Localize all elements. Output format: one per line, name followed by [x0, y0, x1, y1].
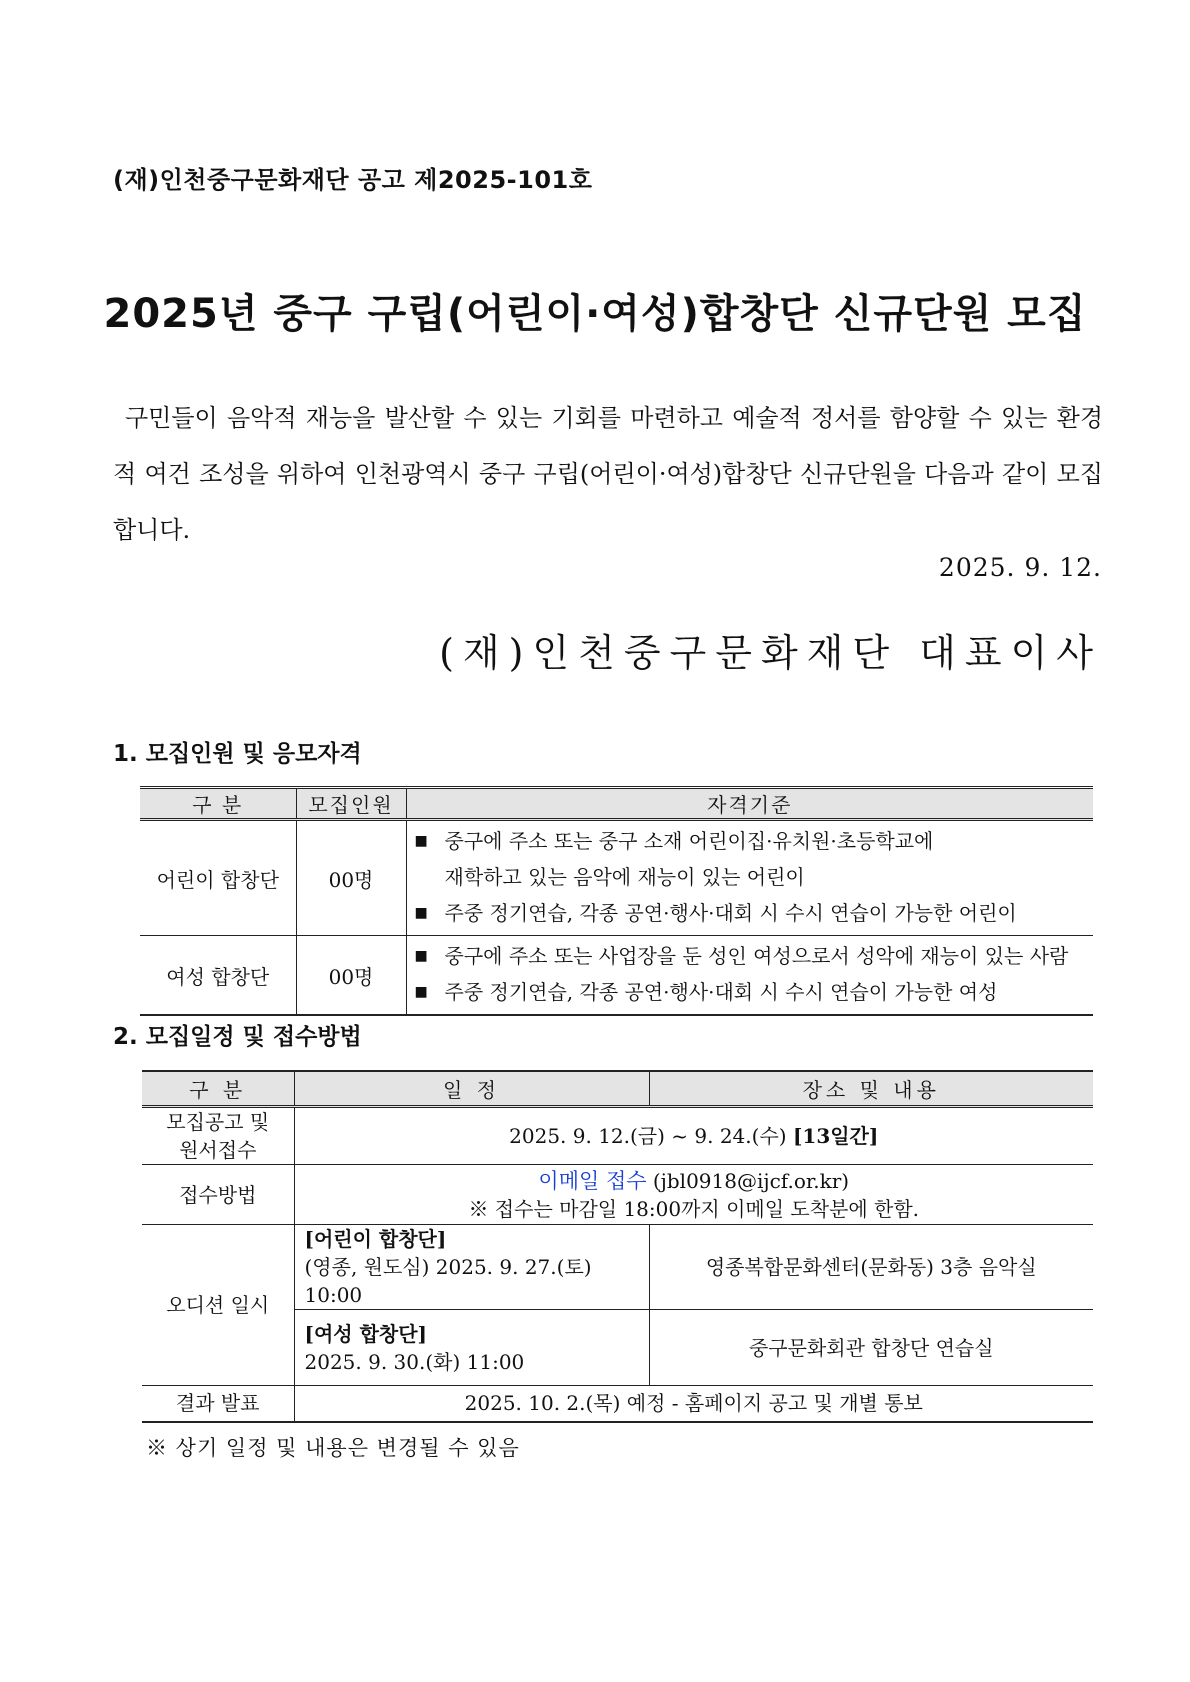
- audition-child-time: (영종, 원도심) 2025. 9. 27.(토) 10:00: [304, 1255, 592, 1307]
- intro-paragraph: 구민들이 음악적 재능을 발산할 수 있는 기회를 마련하고 예술적 정서를 함양할 수 있는 환경적 여건 조성을 위하여 인천광역시 중구 구립(어린이·여성)합창단 신규단원을 다음과 같이 모집합니다.: [113, 404, 1103, 544]
- bullet-icon: ■: [414, 948, 428, 964]
- audition-label: 오디션 일시: [142, 1225, 294, 1386]
- table-row: [142, 1165, 1093, 1225]
- row-category: 어린이 합창단: [140, 820, 296, 936]
- section-1-title: 1. 모집인원 및 응모자격: [113, 741, 362, 767]
- criteria-item: ■ 중구에 주소 또는 사업장을 둔 성인 여성으로서 성악에 재능이 있는 사람: [415, 938, 1094, 974]
- row-category: 여성 합창단: [140, 936, 296, 1016]
- footer-note: ※ 상기 일정 및 내용은 변경될 수 있음: [146, 1436, 520, 1460]
- header-schedule: 일 정: [294, 1071, 649, 1107]
- header-criteria: 자격기준: [406, 788, 1093, 820]
- table-row: [142, 1386, 1093, 1422]
- header-count: 모집인원: [296, 788, 406, 820]
- notice-number: (재)인천중구문화재단 공고 제2025-101호: [113, 166, 593, 194]
- table-row: [142, 1225, 1093, 1310]
- criteria-item: ■ 중구에 주소 또는 중구 소재 어린이집·유치원·초등학교에: [415, 823, 1094, 859]
- audition-women-place: 중구문화회관 합창단 연습실: [649, 1310, 1093, 1386]
- section-2-title: 2. 모집일정 및 접수방법: [113, 1024, 362, 1050]
- audition-women-cell: [294, 1310, 649, 1386]
- schedule-table: [142, 1070, 1093, 1423]
- method-note: ※ 접수는 마감일 18:00까지 이메일 도착분에 한함.: [468, 1196, 920, 1221]
- table-header-row: [140, 788, 1093, 820]
- audition-child-place: 영종복합문화센터(문화동) 3층 음악실: [649, 1225, 1093, 1310]
- document-title: 2025년 중구 구립(어린이·여성)합창단 신규단원 모집: [103, 291, 1087, 337]
- bullet-icon: ■: [414, 984, 428, 1000]
- method-cell: [294, 1165, 1093, 1225]
- table-row: [140, 820, 1093, 936]
- table-row: [140, 936, 1093, 1016]
- recruit-period-cell: [294, 1107, 1093, 1165]
- row-criteria: [406, 820, 1093, 936]
- criteria-item: ■ 주중 정기연습, 각종 공연·행사·대회 시 수시 연습이 가능한 어린이: [415, 895, 1094, 931]
- criteria-item-continued: 재학하고 있는 음악에 재능이 있는 어린이: [444, 865, 805, 889]
- result-text: 2025. 10. 2.(목) 예정 - 홈페이지 공고 및 개별 통보: [294, 1386, 1093, 1422]
- audition-child-cell: [294, 1225, 649, 1310]
- qualification-table: [140, 786, 1093, 1016]
- header-place: 장소 및 내용: [649, 1071, 1093, 1107]
- bullet-icon: ■: [414, 905, 428, 921]
- method-label: 접수방법: [142, 1165, 294, 1225]
- bullet-icon: ■: [414, 833, 428, 849]
- audition-women-time: 2025. 9. 30.(화) 11:00: [304, 1349, 525, 1374]
- notice-date: 2025. 9. 12.: [938, 553, 1102, 582]
- row-count: 00명: [296, 936, 406, 1016]
- table-header-row: [142, 1071, 1093, 1107]
- row-criteria: [406, 936, 1093, 1016]
- intro-text: [113, 390, 1103, 558]
- criteria-item: ■ 주중 정기연습, 각종 공연·행사·대회 시 수시 연습이 가능한 여성: [415, 974, 1094, 1010]
- header-category: 구 분: [140, 788, 296, 820]
- table-row: [142, 1107, 1093, 1165]
- recruit-label: 모집공고 및 원서접수: [142, 1107, 294, 1165]
- method-email: (jbl0918@ijcf.or.kr): [652, 1168, 850, 1193]
- row-count: 00명: [296, 820, 406, 936]
- signer: (재)인천중구문화재단 대표이사: [439, 631, 1102, 675]
- recruit-period: 2025. 9. 12.(금) ~ 9. 24.(수): [509, 1124, 787, 1148]
- recruit-days: [13일간]: [792, 1124, 879, 1148]
- header-category: 구 분: [142, 1071, 294, 1107]
- audition-women-title: [여성 합창단]: [304, 1321, 427, 1346]
- method-main: 이메일 접수: [538, 1168, 647, 1193]
- result-label: 결과 발표: [142, 1386, 294, 1422]
- audition-child-title: [어린이 합창단]: [304, 1227, 447, 1251]
